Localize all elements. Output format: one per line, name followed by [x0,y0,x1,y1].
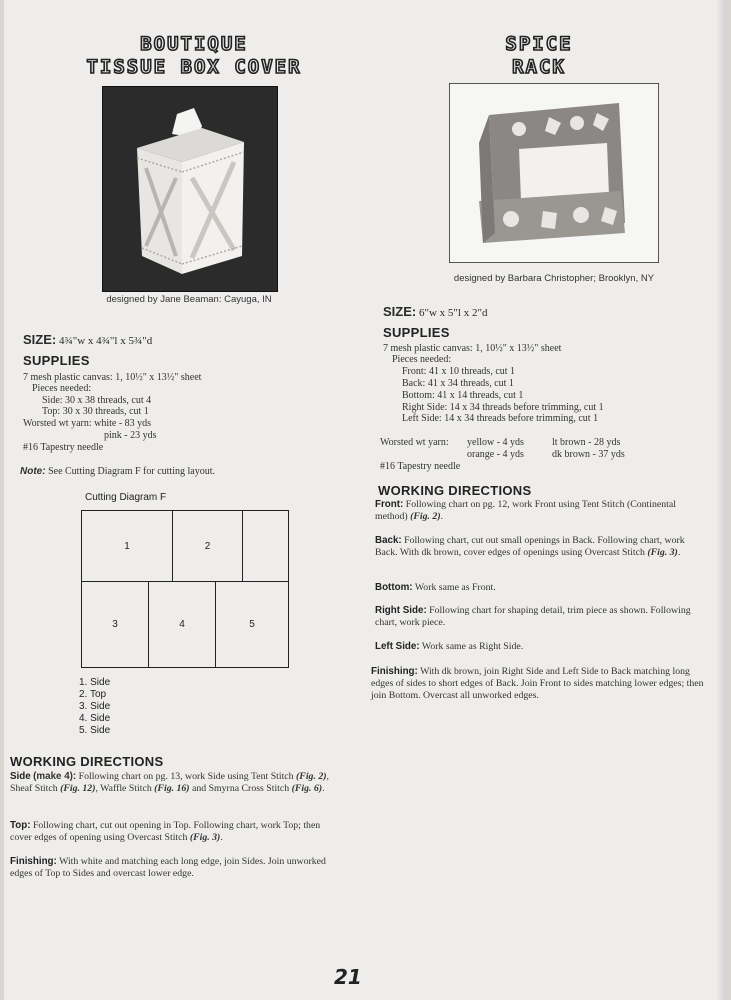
supplies-side: Side: 30 x 38 threads, cut 4 [42,395,152,406]
left-side-directions [375,641,705,653]
supplies-canvas: 7 mesh plastic canvas: 1, 10½" x 13½" sheet [23,372,202,383]
right-side-text: Following chart for shaping detail, trim piece as shown. Following chart, work piece. [375,605,691,628]
tissue-box-working-heading: WORKING DIRECTIONS [10,754,164,769]
top-text: Following chart, cut out opening in Top. Following chart, work Top; then cover edges of opening using Overcast Stitch [10,820,321,843]
side-text-a: Following chart on pg. 13, work Side using Tent Stitch [78,771,294,782]
spice-rack-title-line1: SPICE [505,33,573,55]
size-label: SIZE: [23,332,57,347]
supplies-right-side: Right Side: 14 x 34 threads before trimming, cut 1 [402,402,604,413]
diagram-cell-4: 4 [148,581,216,668]
yarn-lt-brown: lt brown - 28 yds [552,437,621,448]
back-end: . [677,547,681,558]
yarn-yellow: yellow - 4 yds [467,437,524,448]
bottom-directions [375,582,705,594]
front-label: Front: [375,499,404,510]
page-number: 21 [334,965,362,989]
side-label: Side [10,771,31,782]
supplies-left-side: Left Side: 14 x 34 threads before trimming, cut 1 [402,413,599,424]
supplies-pieces-needed: Pieces needed: [392,354,452,365]
supplies-front: Front: 41 x 10 threads, cut 1 [402,366,516,377]
spice-rack-title-line2: RACK [512,56,566,78]
legend-item: 4. Side [79,713,111,724]
spice-rack-photo [449,83,659,263]
fig-12-ref: (Fig. 12) [60,783,96,794]
cutting-diagram-title: Cutting Diagram F [85,492,167,503]
finishing-directions [10,856,336,880]
diagram-cell-blank [242,510,289,582]
fig-6-ref: (Fig. 6) [291,783,323,794]
right-side-directions [375,605,705,629]
left-side-label: Left Side: [375,641,420,652]
tissue-box-supplies-heading: SUPPLIES [23,353,90,368]
side-pre: (make 4): [33,771,77,782]
supplies-yarn-pink: pink - 23 yds [104,430,157,441]
spice-rack-caption: designed by Barbara Christopher; Brooklyn, NY [453,273,655,284]
side-text-c: , Waffle Stitch [95,783,152,794]
spice-finishing-directions [371,666,705,702]
finishing-text: With dk brown, join Right Side and Left Side to Back matching long edges of sides to short edges of Back. Join Front to sides matching lower edges; then join Bottom. Overcast all unworked edges. [371,666,704,701]
front-directions [375,499,705,523]
fig-2-ref: (Fig. 2) [410,511,441,522]
supplies-needle: #16 Tapestry needle [380,461,461,472]
tissue-box-size [23,332,152,347]
yarn-label: Worsted wt yarn: [380,437,449,448]
supplies-needle: #16 Tapestry needle [23,442,104,453]
cutting-diagram [81,510,289,668]
size-value: 4¾"w x 4¾"l x 5¾"d [58,335,153,347]
back-label: Back: [375,535,402,546]
front-text: Following chart on pg. 12, work Front using Tent Stitch (Continental method) [375,499,676,522]
spice-rack-working-heading: WORKING DIRECTIONS [378,483,532,498]
spice-rack-size [383,304,487,319]
page [4,0,726,1000]
side-text-e: . [322,783,325,794]
supplies-back: Back: 41 x 34 threads, cut 1 [402,378,514,389]
spice-rack-supplies-heading: SUPPLIES [383,325,450,340]
fig-2-ref: (Fig. 2) [296,771,327,782]
front-end: . [440,511,444,522]
supplies-yarn-white: Worsted wt yarn: white - 83 yds [23,418,152,429]
fig-3-ref: (Fig. 3) [189,832,221,843]
supplies-canvas: 7 mesh plastic canvas: 1, 10½" x 13½" sheet [383,343,562,354]
bottom-label: Bottom: [375,582,413,593]
diagram-cell-1: 1 [81,510,173,582]
cutting-note [20,466,215,478]
legend-item: 1. Side [79,677,111,688]
left-side-text: Work same as Right Side. [421,641,524,652]
diagram-cell-2: 2 [172,510,243,582]
finishing-label: Finishing: [10,856,57,867]
diagram-cell-3: 3 [81,581,149,668]
side-text-d: and Smyrna Cross Stitch [192,783,290,794]
right-side-label: Right Side: [375,605,427,616]
supplies-pieces-needed: Pieces needed: [32,383,92,394]
finishing-text: With white and matching each long edge, join Sides. Join unworked edges of Top to Sides and overcast lower edge. [10,856,326,879]
side-text-b: , Sheaf Stitch [10,771,329,794]
size-value: 6"w x 5"l x 2"d [418,307,488,319]
top-end: . [220,832,223,843]
supplies-bottom: Bottom: 41 x 14 threads, cut 1 [402,390,524,401]
legend-item: 5. Side [79,725,111,736]
tissue-box-title-line1: BOUTIQUE [140,33,248,55]
legend-item: 2. Top [79,689,107,700]
top-directions [10,820,332,844]
note-label: Note: [20,466,46,477]
supplies-top: Top: 30 x 30 threads, cut 1 [42,406,149,417]
yarn-orange: orange - 4 yds [467,449,524,460]
fig-3-ref: (Fig. 3) [647,547,678,558]
tissue-box-photo [102,86,278,292]
finishing-label: Finishing: [371,666,418,677]
back-text: Following chart, cut out small openings in Back. Following chart, work Back. With dk brown, cover edges of openings using Overcast Stitch [375,535,685,558]
bottom-text: Work same as Front. [414,582,496,593]
tissue-box-title-line2: TISSUE BOX COVER [86,56,302,78]
yarn-dk-brown: dk brown - 37 yds [552,449,625,460]
note-text: See Cutting Diagram F for cutting layout. [48,466,215,477]
back-directions [375,535,705,559]
fig-16-ref: (Fig. 16) [154,783,190,794]
top-label: Top: [10,820,31,831]
diagram-legend [79,677,110,737]
legend-item: 3. Side [79,701,111,712]
tissue-box-caption: designed by Jane Beaman: Cayuga, IN [106,294,272,305]
diagram-cell-5: 5 [215,581,289,668]
size-label: SIZE: [383,304,417,319]
page-edge-shadow [716,0,726,1000]
side-directions [10,771,332,795]
